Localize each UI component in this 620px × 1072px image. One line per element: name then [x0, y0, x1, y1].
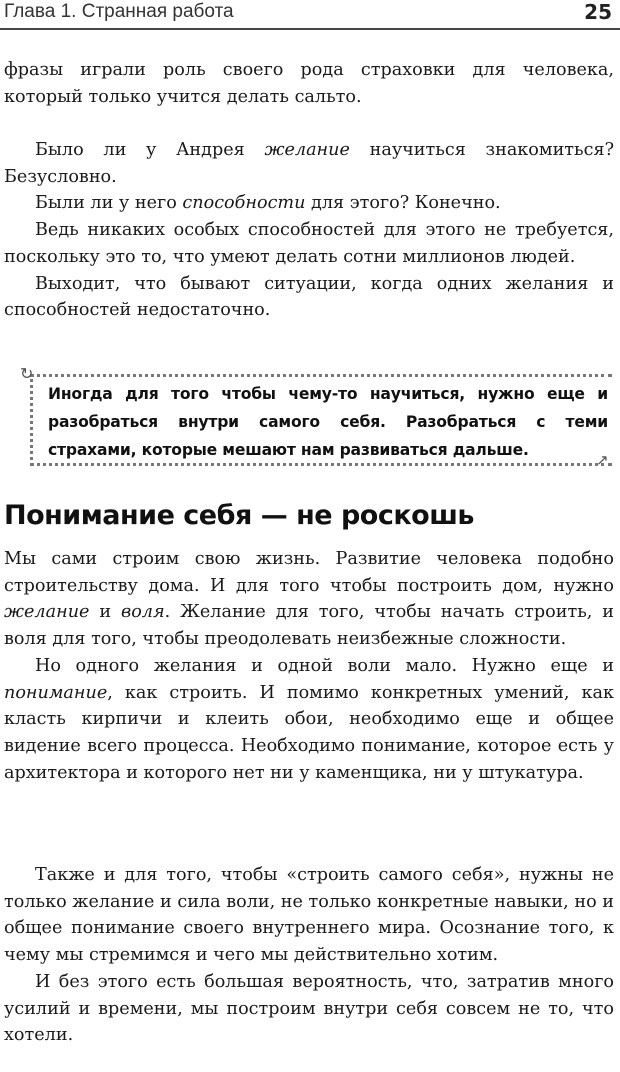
chapter-title: Глава 1. Странная работа: [4, 1, 234, 22]
text-run: для этого? Конечно.: [305, 193, 501, 214]
text-run: Но одного желания и одной воли мало. Нужно еще и: [35, 655, 614, 676]
paragraph: [4, 546, 614, 653]
text-run: и: [89, 602, 121, 623]
emphasis: желание: [4, 602, 90, 623]
emphasis: воля: [120, 602, 165, 623]
continued-paragraph: [4, 57, 614, 110]
paragraph: [4, 190, 614, 217]
paragraph: Ведь никаких особых способностей для этого не требуется, поскольку это то, что умеют делать сотни миллионов людей.: [4, 220, 614, 267]
paragraph: фразы играли роль своего рода страховки для человека, который только учится делать сальто.: [4, 60, 614, 107]
paragraph: [4, 137, 614, 190]
section-body-continued: [4, 862, 614, 1049]
paragraph: Также и для того, чтобы «строить самого себя», нужны не только желание и сила воли, не только конкретные навыки, но и общее понимание своего внутреннего мира. Осознание того, к чему мы стремимся и чего мы действительно хотим.: [4, 865, 614, 966]
text-run: . Желание для того, чтобы начать строить, и воля для того, чтобы преодолевать неизбежные сложности.: [4, 602, 614, 650]
section-heading: Понимание себя — не роскошь: [4, 500, 474, 531]
text-run: научиться знакомиться? Безусловно.: [4, 140, 615, 187]
callout-arrow-icon: ↗: [596, 451, 609, 469]
callout-text: Иногда для того чтобы чему-то научиться, нужно еще и разобраться внутри самого себя. Разобраться с теми страхами, которые мешают нам развиваться дальше.: [48, 385, 608, 459]
paragraph: И без этого есть большая вероятность, что, затратив много усилий и времени, мы построим внутри себя совсем не то, что хотели.: [4, 971, 614, 1046]
page-number: 25: [584, 0, 612, 24]
text-run: Было ли у Андрея: [35, 140, 265, 160]
text-block: [4, 137, 614, 324]
emphasis: желание: [264, 140, 350, 160]
text-run: Мы сами строим свою жизнь. Развитие человека подобно строительству дома. И для того чтобы построить дом, нужно: [4, 549, 614, 596]
paragraph: Выходит, что бывают ситуации, когда одних желания и способностей недостаточно.: [4, 273, 614, 321]
emphasis: способности: [182, 193, 306, 214]
text-run: , как строить. И помимо конкретных умений, как класть кирпичи и клеить обои, необходимо еще и общее видение всего процесса. Необходимо понимание, которое есть у архитектора и которого нет ни у каменщика, ни у штукатура.: [4, 682, 614, 783]
paragraph: [4, 653, 614, 787]
section-body: [4, 546, 614, 786]
callout-corner-icon: ↻: [20, 364, 34, 383]
header-divider: [0, 28, 620, 30]
running-header: [0, 0, 620, 28]
emphasis: понимание: [4, 682, 108, 703]
text-run: Были ли у него: [35, 193, 183, 214]
